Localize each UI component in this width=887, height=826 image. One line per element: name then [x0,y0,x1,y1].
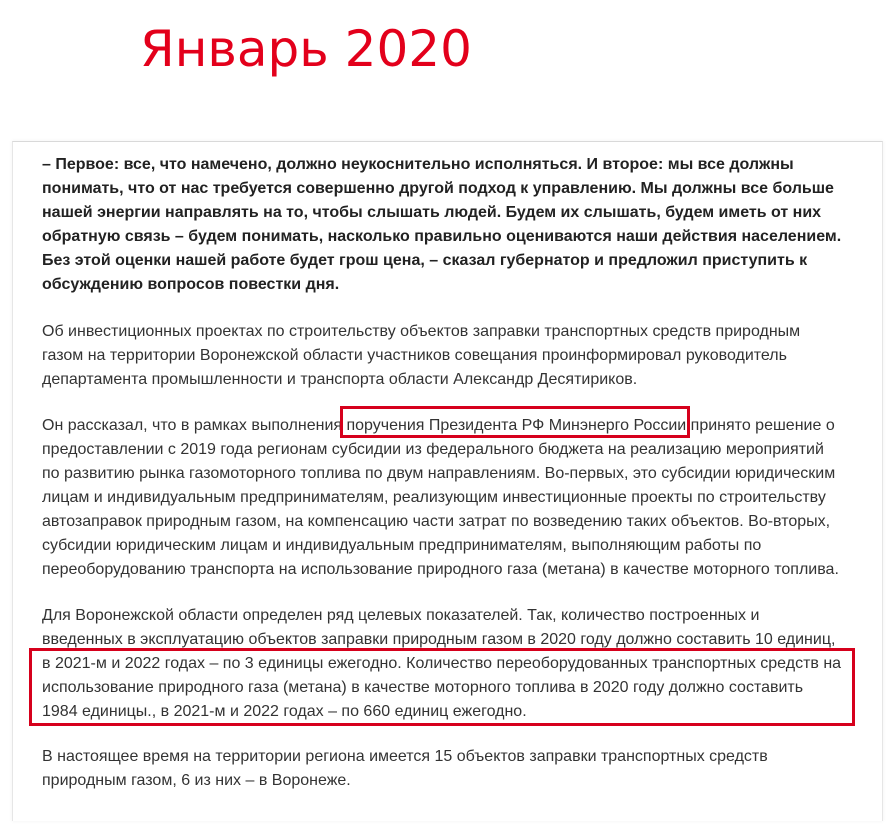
heading-band [0,0,887,140]
paragraph-1-line-6: обсуждению вопросов повестки дня. [42,276,340,293]
highlight-box-order [340,406,690,438]
paragraph-1-line-4: обратную связь – будем понимать, насколько правильно оцениваются наши действия населением. [42,228,842,245]
paragraph-2-line-1: Об инвестиционных проектах по строительству объектов заправки транспортных средств природным [42,323,801,340]
paragraph-4-line-3: в 2021-м и 2022 годах – по 3 единицы ежегодно. Количество переоборудованных транспортных средств на [42,655,842,672]
paragraph-2-line-2: газом на территории Воронежской области участников совещания проинформировал руководитель [42,347,787,364]
paragraph-3-line-2: предоставлении с 2019 года регионам субсидии из федерального бюджета на реализацию мероприятий [42,441,824,458]
paragraph-1-line-2: понимать, что от нас требуется совершенно другой подход к управлению. Мы должны все больше [42,180,834,197]
paragraph-5-line-2: природным газом, 6 из них – в Воронеже. [42,772,351,789]
paragraph-3-line-1: Он рассказал, что в рамках выполнения поручения Президента РФ Минэнерго России принято решение о [42,417,835,434]
highlight-box-targets [29,648,855,726]
paragraph-3-line-7: переоборудованию транспорта на использование природного газа (метана) в качестве моторного топлива. [42,561,839,578]
paragraph-1-line-5: Без этой оценки нашей работе будет грош цена, – сказал губернатор и предложил приступить к [42,252,808,269]
paragraph-1-line-1: – Первое: все, что намечено, должно неукоснительно исполняться. И второе: мы все должны [42,156,794,173]
paragraph-3-line-5: автозаправок природным газом, на компенсацию части затрат по возведению таких объектов. Во-вторых, [42,513,831,530]
paragraph-4-line-5: 1984 единицы., в 2021-м и 2022 годах – по 660 единиц ежегодно. [42,703,527,720]
paragraph-3-line-6: субсидии юридическим лицам и индивидуальным предпринимателям, выполняющим работы по [42,537,762,554]
paragraph-2-line-3: департамента промышленности и транспорта области Александр Десятириков. [42,371,638,388]
paragraph-4-line-4: использование природного газа (метана) в качестве моторного топлива в 2020 году должно составить [42,679,804,696]
paragraph-5-line-1: В настоящее время на территории региона имеется 15 объектов заправки транспортных средств [42,748,768,765]
paragraph-1-line-3: нашей энергии направлять на то, чтобы слышать людей. Будем их слышать, будем иметь от них [42,204,822,221]
paragraph-4-line-1: Для Воронежской области определен ряд целевых показателей. Так, количество построенных и [42,607,760,624]
paragraph-3-line-4: лицам и индивидуальным предпринимателям, реализующим инвестиционные проекты по строительству [42,489,826,506]
paragraph-3-line-3: по развитию рынка газомоторного топлива по двум направлениям. Во-первых, это субсидии юридическим [42,465,836,482]
page-title: Январь 2020 [140,20,472,78]
paragraph-4-line-2: введенных в эксплуатацию объектов заправки природным газом в 2020 году должно составить 10 единиц, [42,631,836,648]
